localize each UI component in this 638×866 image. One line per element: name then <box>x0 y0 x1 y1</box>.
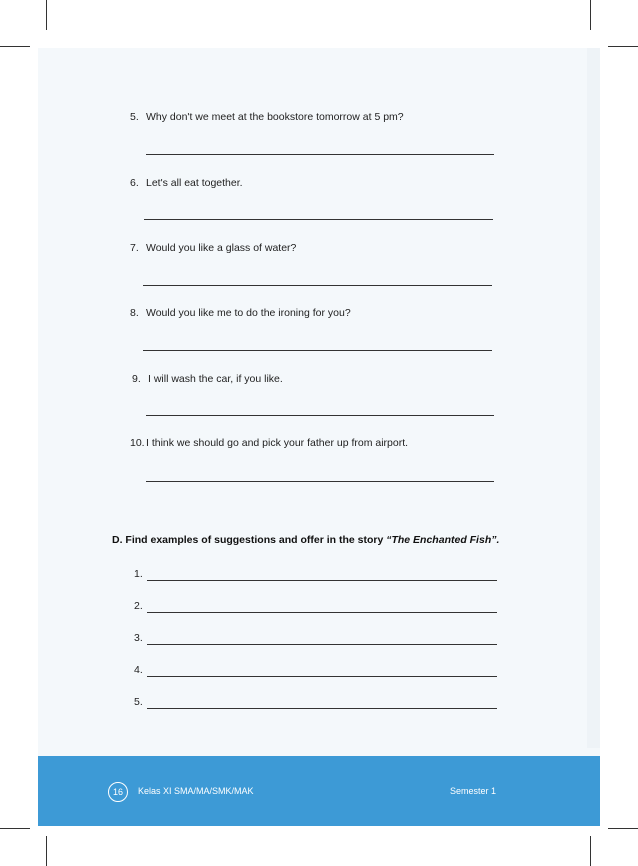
question-number: 7. <box>130 242 139 254</box>
crop-mark <box>590 0 591 30</box>
answer-line[interactable] <box>146 154 494 155</box>
crop-mark <box>0 46 30 47</box>
semester-label: Semester 1 <box>450 786 497 796</box>
answer-line[interactable] <box>143 350 492 351</box>
section-d-label: D. Find examples of suggestions and offer in the story <box>112 534 387 546</box>
answer-line[interactable] <box>146 415 494 416</box>
question-text: Would you like a glass of water? <box>146 242 297 254</box>
crop-mark <box>46 0 47 30</box>
crop-mark <box>0 828 30 829</box>
answer-line[interactable] <box>147 644 497 645</box>
answer-line[interactable] <box>144 219 493 220</box>
answer-line[interactable] <box>147 612 497 613</box>
page-number-badge: 16 <box>108 782 128 802</box>
list-item-number: 3. <box>134 632 143 644</box>
list-item-number: 4. <box>134 664 143 676</box>
list-item-number: 5. <box>134 696 143 708</box>
list-item-number: 1. <box>134 568 143 580</box>
question-text: Let's all eat together. <box>146 177 243 189</box>
answer-line[interactable] <box>146 481 494 482</box>
answer-line[interactable] <box>147 676 497 677</box>
crop-mark <box>608 46 638 47</box>
answer-line[interactable] <box>147 580 497 581</box>
answer-line[interactable] <box>147 708 497 709</box>
book-title: Kelas XI SMA/MA/SMK/MAK <box>138 786 254 796</box>
question-text: Would you like me to do the ironing for you? <box>146 307 351 319</box>
crop-mark <box>46 836 47 866</box>
answer-line[interactable] <box>143 285 492 286</box>
question-number: 6. <box>130 177 139 189</box>
story-title: “The Enchanted Fish”. <box>386 534 500 546</box>
crop-mark <box>590 836 591 866</box>
question-number: 10. <box>130 437 145 449</box>
question-number: 8. <box>130 307 139 319</box>
question-text: I will wash the car, if you like. <box>148 373 283 385</box>
question-number: 5. <box>130 111 139 123</box>
page-footer <box>38 756 600 826</box>
page-edge-band <box>587 48 600 748</box>
question-text: Why don't we meet at the bookstore tomorrow at 5 pm? <box>146 111 404 123</box>
question-text: I think we should go and pick your father up from airport. <box>146 437 409 449</box>
crop-mark <box>608 828 638 829</box>
list-item-number: 2. <box>134 600 143 612</box>
section-d-heading <box>112 534 499 546</box>
question-number: 9. <box>132 373 141 385</box>
